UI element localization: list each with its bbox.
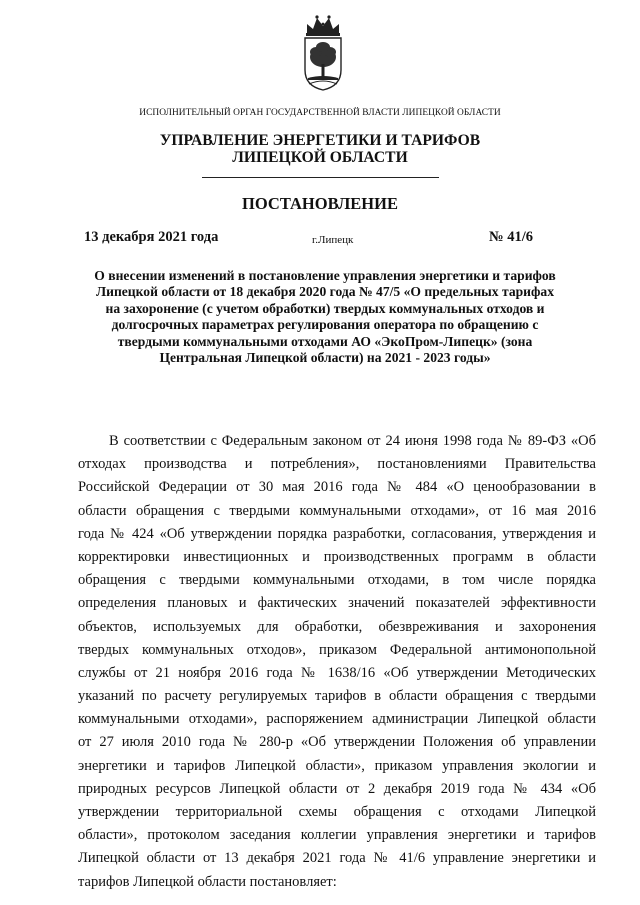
document-number: № 41/6 (489, 229, 533, 245)
body-line: энергетики и тарифов Липецкой области», приказом управления экологии и (78, 757, 596, 774)
body-line: области», протоколом заседания коллегии управления энергетики и тарифов (78, 827, 596, 844)
authority-title-line: УПРАВЛЕНИЕ ЭНЕРГЕТИКИ И ТАРИФОВ (159, 132, 481, 149)
body-line: обращения с твердыми коммунальными отходами, в том числе порядка (78, 572, 596, 589)
body-line: определения плановых и фактических значений показателей эффективности (78, 595, 596, 612)
body-line: объектов, используемых для обработки, обезвреживания и захоронения (78, 618, 596, 635)
body-line: корректировки инвестиционных и производственных программ в области (78, 548, 596, 565)
body-line: утверждении территориальной схемы обращения с отходами Липецкой (78, 804, 596, 820)
preamble-paragraph (78, 430, 596, 894)
document-city: г.Липецк (312, 234, 354, 246)
body-line: указаний по расчету регулируемых тарифов в области обращения с твердыми (78, 688, 596, 705)
header-divider (202, 177, 439, 178)
authority-title-line: ЛИПЕЦКОЙ ОБЛАСТИ (232, 149, 408, 166)
subject-line: на захоронение (с учетом обработки) твердых коммунальных отходов и (105, 300, 545, 316)
subject-line: О внесении изменений в постановление управления энергетики и тарифов (94, 268, 556, 283)
body-line: тарифов Липецкой области постановляет: (78, 873, 337, 890)
subject-line: Липецкой области от 18 декабря 2020 года № 47/5 «О предельных тарифах (95, 284, 555, 300)
lipetsk-coat-of-arms-icon (299, 12, 347, 92)
body-line: года № 424 «Об утверждении порядка разработки, согласования, утверждения и (78, 525, 596, 542)
issuing-body-line: ИСПОЛНИТЕЛЬНЫЙ ОРГАН ГОСУДАРСТВЕННОЙ ВЛАСТИ ЛИПЕЦКОЙ ОБЛАСТИ (139, 108, 501, 118)
body-line: службы от 21 ноября 2016 года № 1638/16 «Об утверждении Методических (78, 664, 596, 681)
subject-line: Центральная Липецкой области) на 2021 - 2023 годы» (159, 350, 491, 366)
body-line: Липецкой области от 13 декабря 2021 года № 41/6 управление энергетики и (78, 850, 596, 867)
body-line: Российской Федерации от 30 мая 2016 года № 484 «О ценообразовании в (78, 479, 596, 496)
subject-line: долгосрочных параметрах регулирования оператора по обращению с (111, 317, 539, 333)
body-line: отходах производства и потребления», постановлениями Правительства (78, 456, 596, 473)
document-subject (66, 268, 584, 366)
body-line: В соответствии с Федеральным законом от 24 июня 1998 года № 89-ФЗ «Об (109, 433, 596, 449)
document-type-heading: ПОСТАНОВЛЕНИЕ (242, 194, 398, 213)
body-line: коммунальными отходами», распоряжением администрации Липецкой области (78, 711, 596, 728)
body-line: от 27 июля 2010 года № 280-р «Об утверждении Положения об управлении (78, 734, 596, 751)
body-line: природных ресурсов Липецкой области от 2 декабря 2019 года № 434 «Об (78, 780, 596, 797)
body-line: твердых коммунальных отходов», приказом Федеральной антимонопольной (78, 641, 596, 658)
body-line: области обращения с твердыми коммунальными отходами», от 16 мая 2016 (78, 502, 596, 519)
subject-line: твердыми коммунальными отходами АО «ЭкоПром-Липецк» (зона (117, 333, 533, 349)
authority-title (0, 132, 640, 166)
document-date: 13 декабря 2021 года (84, 229, 219, 245)
